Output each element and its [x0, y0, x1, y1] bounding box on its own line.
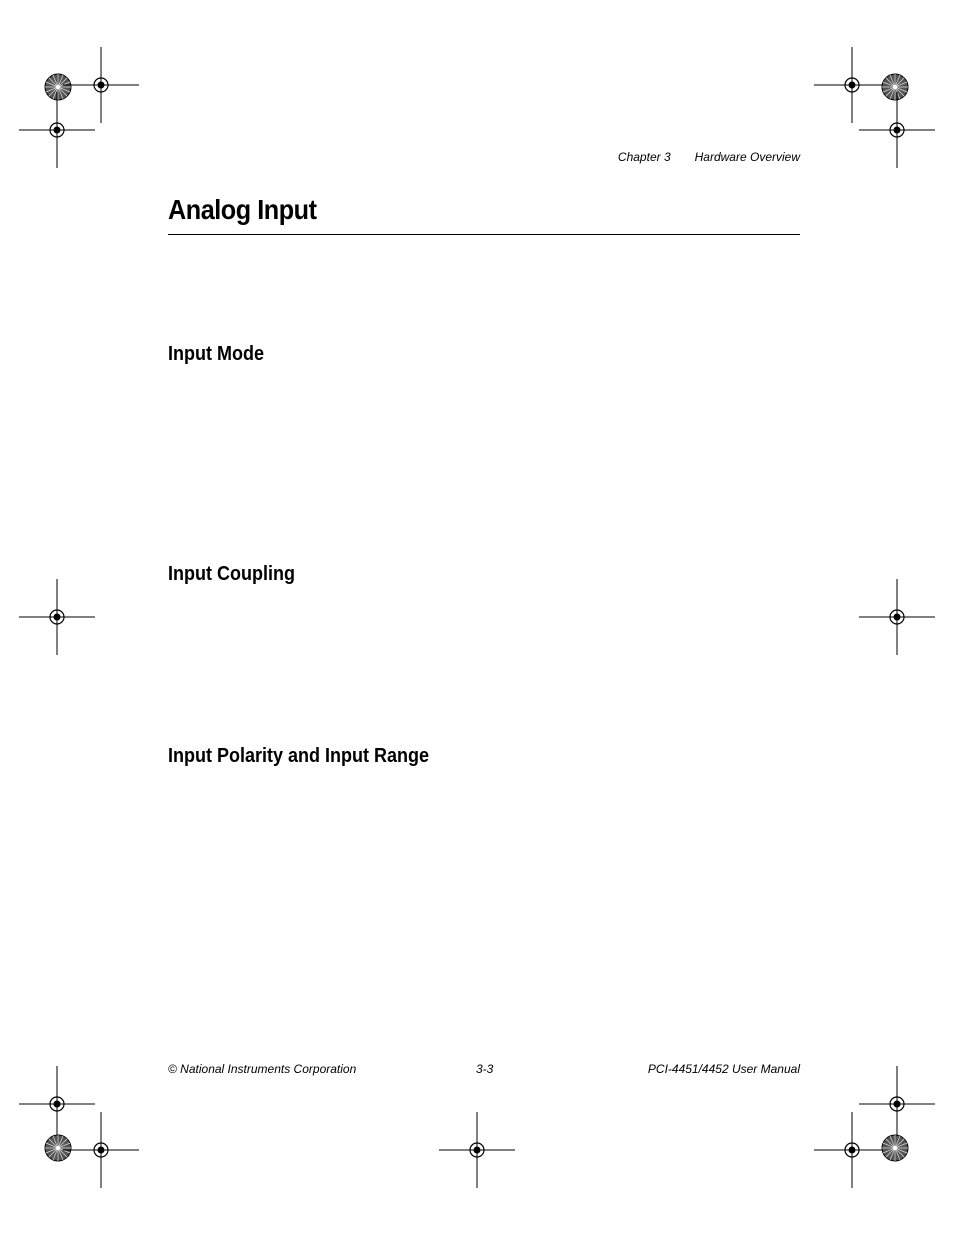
section-heading-input-polarity-range: Input Polarity and Input Range	[168, 745, 429, 767]
title-rule	[168, 234, 800, 235]
crosshair-bottom-right-outer	[859, 1066, 935, 1142]
registration-star-top-right	[882, 74, 908, 100]
crosshair-bottom-left-outer	[19, 1066, 95, 1142]
footer-manual-title: PCI-4451/4452 User Manual	[647, 1062, 800, 1076]
chapter-title: Analog Input	[168, 194, 317, 225]
crosshair-top-left-inner	[63, 47, 139, 123]
footer-page-number: 3-3	[476, 1062, 494, 1076]
registration-star-top-left	[45, 74, 71, 100]
section-heading-input-coupling: Input Coupling	[168, 563, 295, 585]
crosshair-bottom-right-inner	[814, 1112, 890, 1188]
header-section: Hardware Overview	[694, 150, 800, 164]
header-chapter: Chapter 3	[617, 150, 671, 164]
crosshair-top-right-outer	[859, 92, 935, 168]
section-heading-input-mode: Input Mode	[168, 343, 264, 365]
crosshair-top-right-inner	[814, 47, 890, 123]
footer-copyright: © National Instruments Corporation	[168, 1062, 357, 1076]
running-header	[618, 150, 800, 164]
crosshair-top-left-outer	[19, 92, 95, 168]
crosshair-middle-left	[19, 579, 95, 655]
crosshair-bottom-left-inner	[63, 1112, 139, 1188]
crosshair-middle-right	[859, 579, 935, 655]
registration-star-bottom-right	[882, 1135, 908, 1161]
crosshair-bottom-center	[439, 1112, 515, 1188]
registration-star-bottom-left	[45, 1135, 71, 1161]
